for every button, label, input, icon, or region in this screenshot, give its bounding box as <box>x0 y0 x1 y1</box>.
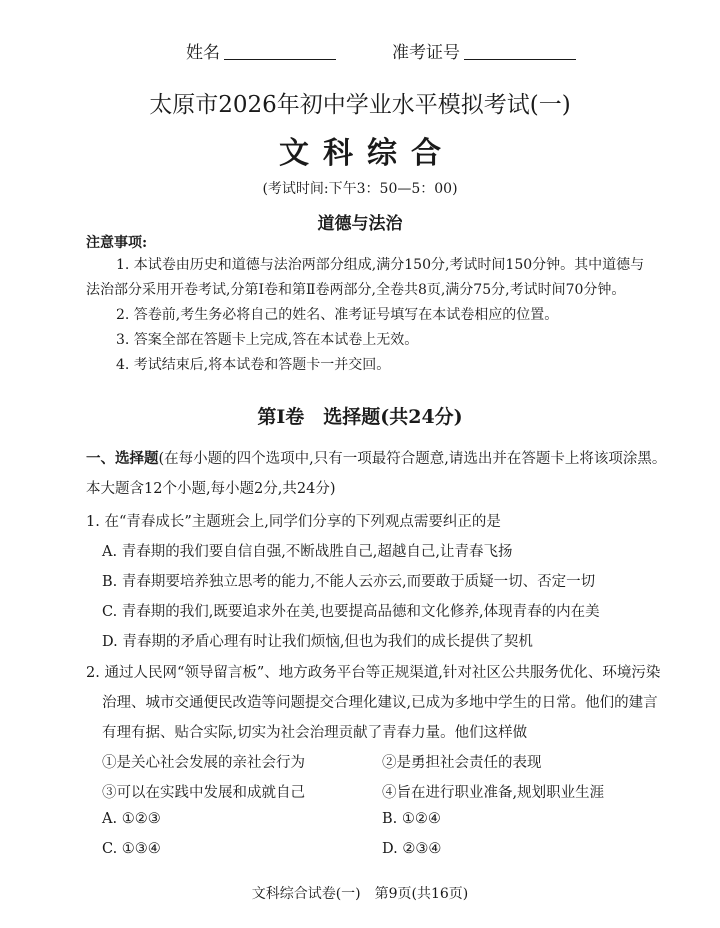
q1-option-d: D. 青春期的矛盾心理有时让我们烦恼,但也为我们的成长提供了契机 <box>102 634 533 650</box>
name-blank <box>224 45 336 60</box>
section-title: 道德与法治 <box>317 214 403 234</box>
q2-option-c: C. ①③④ <box>102 841 161 857</box>
exam-id-blank <box>464 45 576 60</box>
notes-title: 注意事项: <box>86 235 148 251</box>
exam-id-label: 准考证号 <box>392 43 460 63</box>
q1-option-b: B. 青春期要培养独立思考的能力,不能人云亦云,而要敢于质疑一切、否定一切 <box>102 574 596 590</box>
note-1-line-2: 法治部分采用开卷考试,分第Ⅰ卷和第Ⅱ卷两部分,全卷共8页,满分75分,考试时间70分钟。 <box>86 282 626 298</box>
q2-stem-line-2: 治理、城市交通便民改造等问题提交合理化建议,已成为多地中学生的日常。他们的建言 <box>102 695 658 711</box>
note-1-line-1: 1. 本试卷由历史和道德与法治两部分组成,满分150分,考试时间150分钟。其中道德与 <box>116 257 645 273</box>
q2-stem-line-3: 有理有据、贴合实际,切实为社会治理贡献了青春力量。他们这样做 <box>102 725 528 741</box>
part-1-title: 第Ⅰ卷 选择题(共24分) <box>257 406 463 428</box>
note-3: 3. 答案全部在答题卡上完成,答在本试卷上无效。 <box>116 332 419 348</box>
q2-statement-1: ①是关心社会发展的亲社会行为 <box>102 755 305 771</box>
instructions-text: (在每小题的四个选项中,只有一项最符合题意,请选出并在答题卡上将该项涂黑。 <box>158 451 667 467</box>
note-2: 2. 答卷前,考生务必将自己的姓名、准考证号填写在本试卷相应的位置。 <box>116 307 559 323</box>
note-4: 4. 考试结束后,将本试卷和答题卡一并交回。 <box>116 357 391 373</box>
q1-option-c: C. 青春期的我们,既要追求外在美,也要提高品德和文化修养,体现青春的内在美 <box>102 604 600 620</box>
name-field <box>186 38 336 63</box>
q1-option-a: A. 青春期的我们要自信自强,不断战胜自己,超越自己,让青春飞扬 <box>102 544 513 560</box>
instructions-line-2: 本大题含12个小题,每小题2分,共24分) <box>86 481 336 497</box>
exam-title: 太原市2026年初中学业水平模拟考试(一) <box>149 92 571 118</box>
exam-time: (考试时间:下午3：50—5：00) <box>262 181 458 197</box>
q2-statement-3: ③可以在实践中发展和成就自己 <box>102 785 305 801</box>
exam-id-field <box>392 38 576 63</box>
q2-option-b: B. ①②④ <box>382 811 441 827</box>
q2-statement-4: ④旨在进行职业准备,规划职业生涯 <box>382 785 605 801</box>
name-label: 姓名 <box>186 43 220 63</box>
q2-option-a: A. ①②③ <box>102 811 161 827</box>
q2-stem-line-1: 2. 通过人民网“领导留言板”、地方政务平台等正规渠道,针对社区公共服务优化、环境污染 <box>86 665 661 681</box>
instructions-line-1 <box>86 447 666 468</box>
q2-statement-2: ②是勇担社会责任的表现 <box>382 755 542 771</box>
page-footer: 文科综合试卷(一) 第9页(共16页) <box>251 886 469 902</box>
subject-title: 文科综合 <box>279 136 455 171</box>
q1-stem: 1. 在“青春成长”主题班会上,同学们分享的下列观点需要纠正的是 <box>86 514 501 530</box>
instructions-lead: 一、选择题 <box>86 450 159 467</box>
q2-option-d: D. ②③④ <box>382 841 442 857</box>
